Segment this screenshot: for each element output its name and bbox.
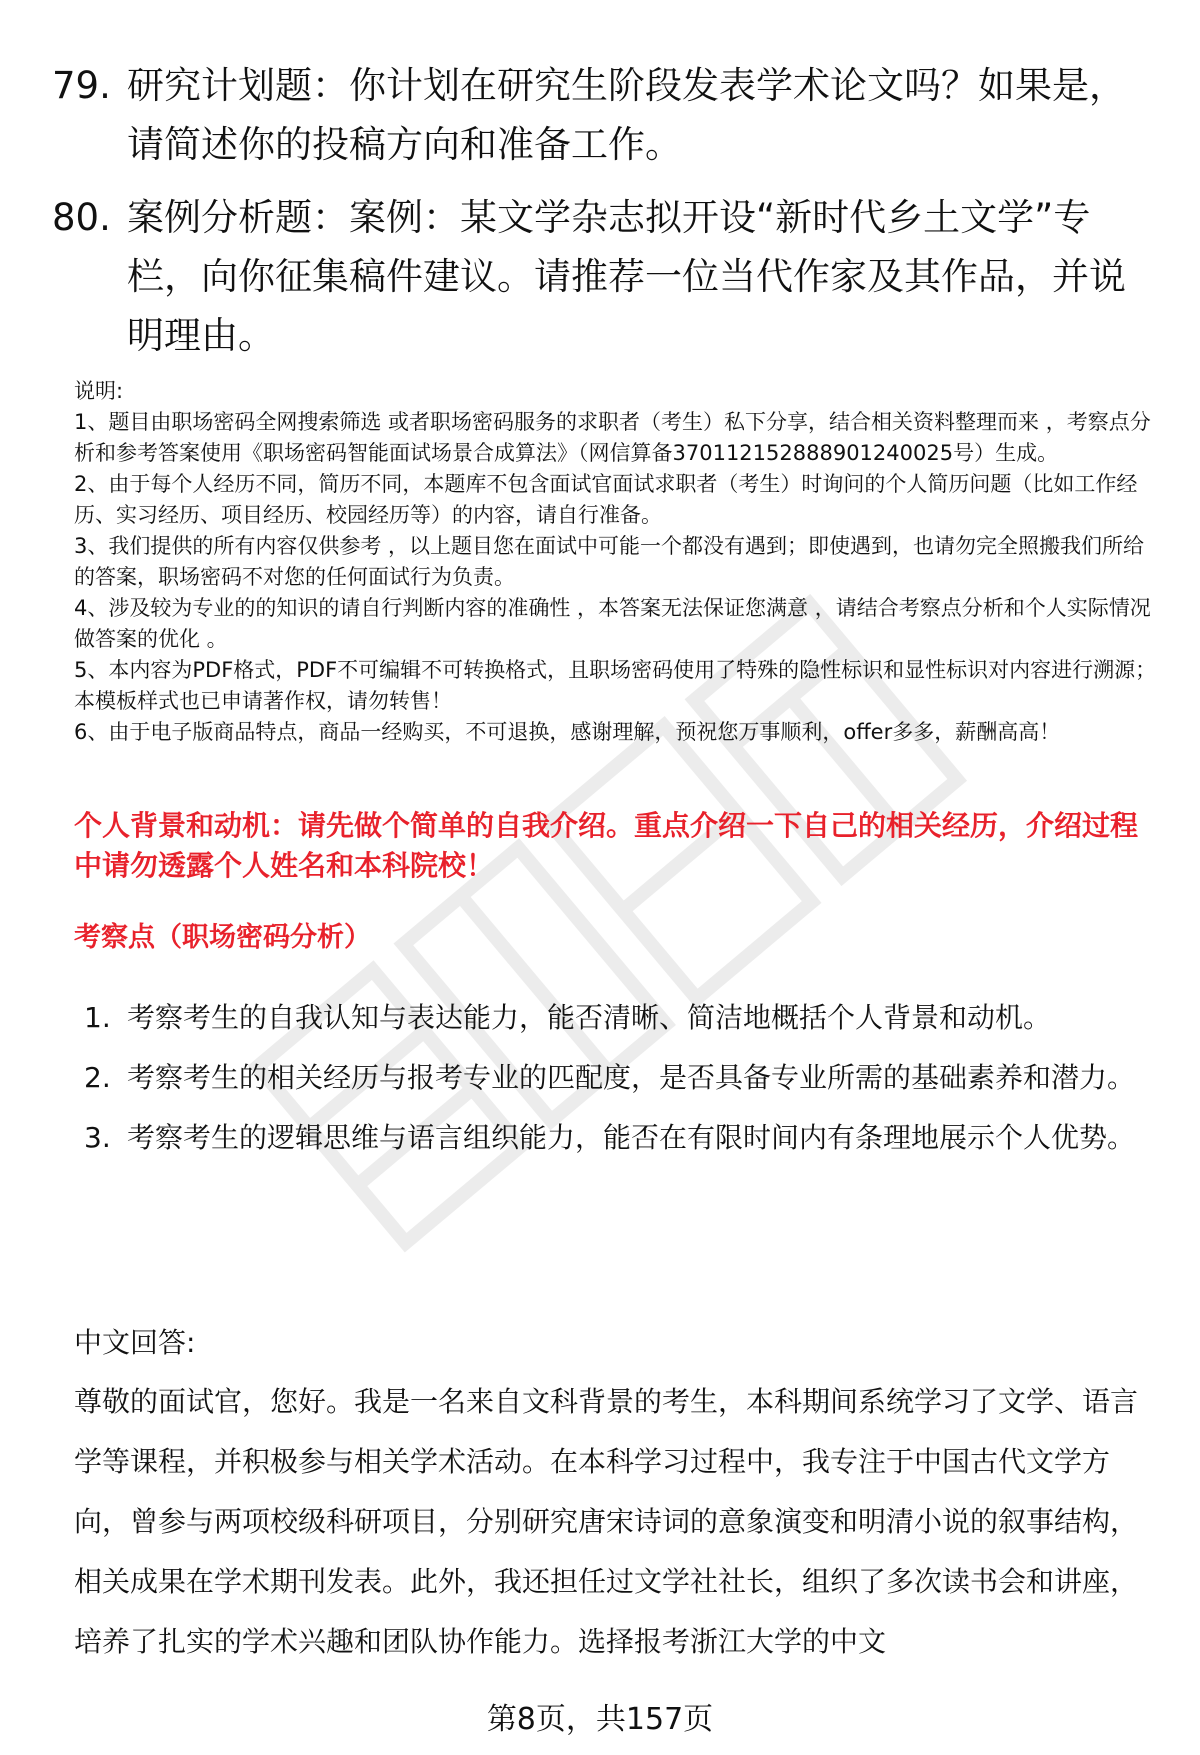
list-text: 考察考生的逻辑思维与语言组织能力，能否在有限时间内有条理地展示个人优势。 bbox=[127, 1121, 1136, 1154]
notes-block bbox=[74, 376, 1159, 748]
note-item: 4、涉及较为专业的的知识的请自行判断内容的准确性 ，本答案无法保证您满意 ，请结合考察点分析和个人实际情况做答案的优化 。 bbox=[74, 596, 1151, 651]
list-number: 3. bbox=[84, 1121, 111, 1154]
question-number: 79. bbox=[52, 64, 111, 107]
analysis-title: 考察点（职场密码分析） bbox=[74, 922, 371, 953]
list-text: 考察考生的相关经历与报考专业的匹配度，是否具备专业所需的基础素养和潜力。 bbox=[127, 1061, 1136, 1094]
answer-label: 中文回答: bbox=[74, 1326, 196, 1359]
note-item: 5、本内容为PDF格式，PDF不可编辑不可转换格式，且职场密码使用了特殊的隐性标识和显性标识对内容进行溯源；本模板样式也已申请著作权，请勿转售！ bbox=[74, 658, 1157, 713]
list-text: 考察考生的自我认知与表达能力，能否清晰、简洁地概括个人背景和动机。 bbox=[127, 1001, 1052, 1034]
list-item bbox=[84, 988, 1164, 1048]
list-item bbox=[84, 1108, 1164, 1168]
page-footer: 第8页，共157页 bbox=[486, 1702, 714, 1737]
question-number: 80. bbox=[52, 196, 111, 239]
question-text: 研究计划题：你计划在研究生阶段发表学术论文吗？如果是，请简述你的投稿方向和准备工作。 bbox=[127, 64, 1126, 166]
question-text: 案例分析题：案例：某文学杂志拟开设“新时代乡土文学”专栏，向你征集稿件建议。请推荐一位当代作家及其作品，并说明理由。 bbox=[127, 196, 1126, 357]
section-heading: 个人背景和动机：请先做个简单的自我介绍。重点介绍一下自己的相关经历，介绍过程中请勿透露个人姓名和本科院校！ bbox=[74, 809, 1139, 882]
list-number: 1. bbox=[84, 1001, 111, 1034]
list-number: 2. bbox=[84, 1061, 111, 1094]
list-item bbox=[84, 1048, 1164, 1108]
note-item: 6、由于电子版商品特点，商品一经购买，不可退换，感谢理解，预祝您万事顺利，offer多多，薪酬高高！ bbox=[74, 720, 1061, 744]
note-item: 2、由于每个人经历不同，简历不同，本题库不包含面试官面试求职者（考生）时询问的个人简历问题（比如工作经历、实习经历、项目经历、校园经历等）的内容，请自行准备。 bbox=[74, 472, 1138, 527]
note-item: 1、题目由职场密码全网搜索筛选 或者职场密码服务的求职者（考生）私下分享，结合相关资料整理而来 ，考察点分析和参考答案使用《职场密码智能面试场景合成算法》（网信算备370112152888901240025号）生成。 bbox=[74, 410, 1151, 465]
analysis-points bbox=[84, 988, 1164, 1168]
answer-text: 尊敬的面试官，您好。我是一名来自文科背景的考生，本科期间系统学习了文学、语言学等课程，并积极参与相关学术活动。在本科学习过程中，我专注于中国古代文学方向，曾参与两项校级科研项目，分别研究唐宋诗词的意象演变和明清小说的叙事结构，相关成果在学术期刊发表。此外，我还担任过文学社社长，组织了多次读书会和讲座，培养了扎实的学术兴趣和团队协作能力。选择报考浙江大学的中文 bbox=[74, 1385, 1139, 1658]
notes-title: 说明: bbox=[74, 379, 124, 403]
note-item: 3、我们提供的所有内容仅供参考 ，以上题目您在面试中可能一个都没有遇到；即使遇到，也请勿完全照搬我们所给的答案，职场密码不对您的任何面试行为负责。 bbox=[74, 534, 1145, 589]
